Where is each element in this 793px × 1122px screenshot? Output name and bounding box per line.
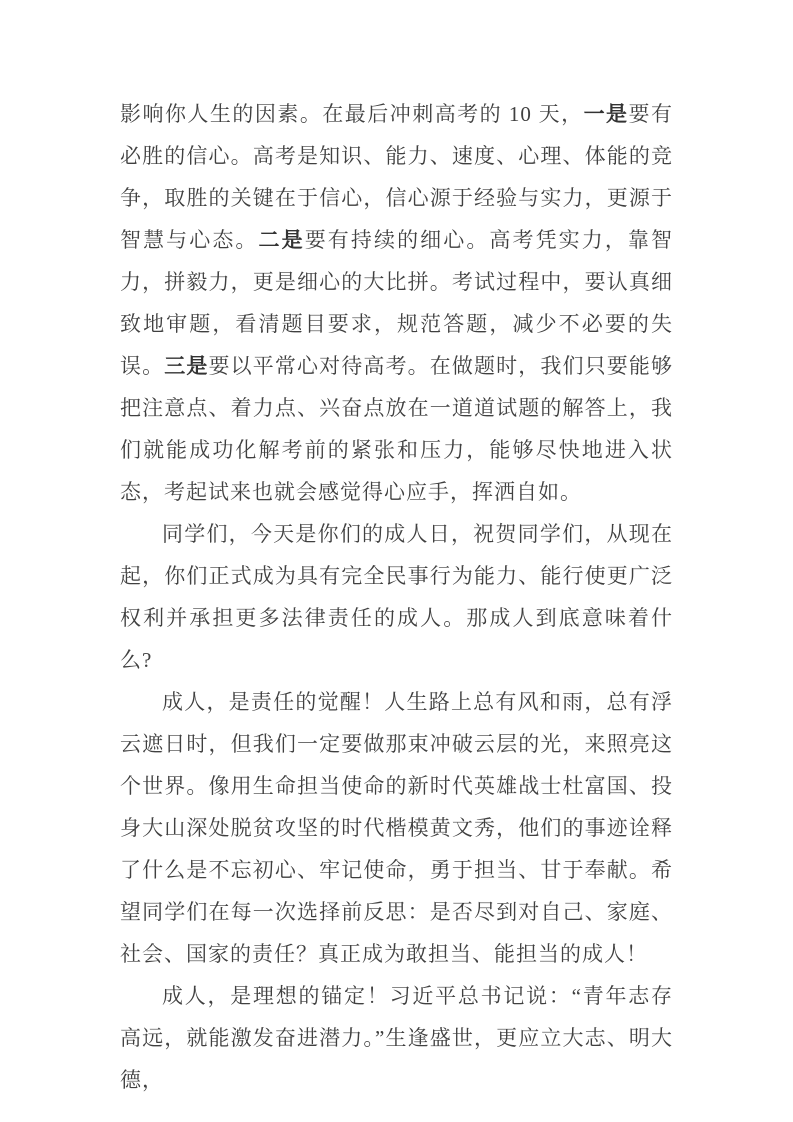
text-run: 同学们，今天是你们的成人日，祝贺同学们，从现在起，你们正式成为具有完全民事行为能力、能行使更广泛权利并承担更多法律责任的成人。那成人到底意味着什么? — [120, 522, 673, 672]
text-run: 成人，是责任的觉醒！人生路上总有风和雨，总有浮云遮日时，但我们一定要做那束冲破云层的光，来照亮这个世界。像用生命担当使命的新时代英雄战士杜富国、投身大山深处脱贫攻坚的时代楷模黄文秀，他们的事迹诠释了什么是不忘初心、牢记使命，勇于担当、甘于奉献。希望同学们在每一次选择前反思：是否尽到对自己、家庭、社会、国家的责任？真正成为敢担当、能担当的成人！ — [120, 690, 673, 966]
text-run: 要有必胜的信心。高考是知识、能力、速度、心理、体能的竞争，取胜的关键在于信心，信心源于经验与实力，更源于智慧与心态。 — [120, 102, 674, 252]
text-run: 要有持续的细心。高考凭实力，靠智力，拼毅力，更是细心的大比拼。考试过程中，要认真细致地审题，看清题目要求，规范答题，减少不必要的失误。 — [120, 228, 674, 378]
bold-text-run: 三是 — [164, 354, 209, 378]
text-run: 影响你人生的因素。在最后冲刺高考的 10 天， — [120, 102, 584, 126]
paragraph-1 — [120, 93, 673, 513]
bold-text-run: 二是 — [258, 228, 305, 252]
document-body — [120, 93, 673, 1101]
paragraph-3 — [120, 681, 673, 975]
paragraph-4 — [120, 975, 673, 1101]
text-run: 成人，是理想的锚定！习近平总书记说：“青年志存高远，就能激发奋进潜力。”生逢盛世，更应立大志、明大德， — [120, 984, 673, 1092]
text-run: 要以平常心对待高考。在做题时，我们只要能够把注意点、着力点、兴奋点放在一道道试题的解答上，我们就能成功化解考前的紧张和压力，能够尽快地进入状态，考起试来也就会感觉得心应手，挥洒自如。 — [120, 354, 673, 504]
paragraph-2 — [120, 513, 673, 681]
bold-text-run: 一是 — [583, 102, 629, 126]
